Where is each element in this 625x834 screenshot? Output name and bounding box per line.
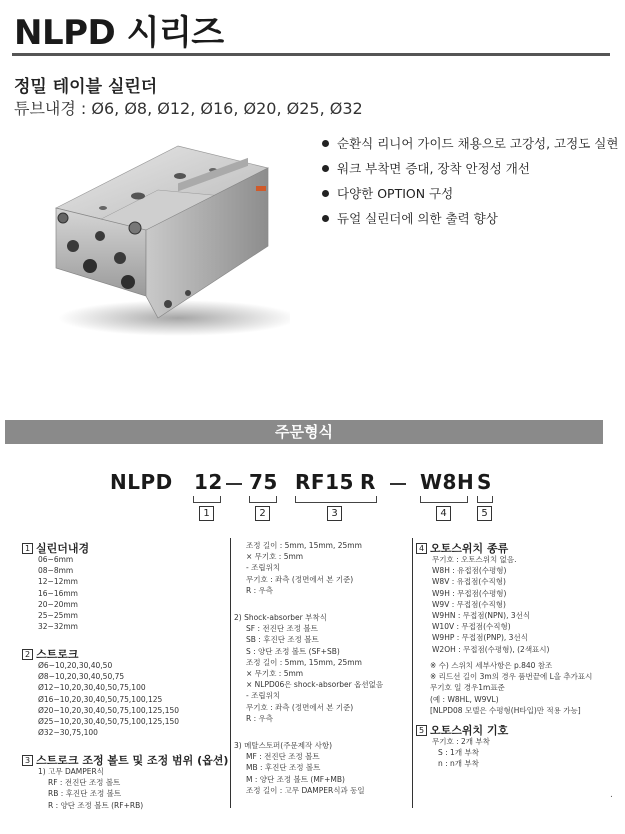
list-item: 3) 메탈스토퍼(주문제작 사항) (234, 741, 333, 750)
symbol-list (432, 736, 490, 770)
list-item: MB : 후진단 조정 볼트 (246, 763, 321, 773)
list-item: MF : 전진단 조정 볼트 (246, 752, 320, 762)
list-item: Ø8−10,20,30,40,50,75 (38, 672, 125, 682)
subtitle: 정밀 테이블 실린더 (14, 77, 158, 97)
section-adjust-heading: 3 스트로크 조정 볼트 및 조정 범위 (옵션) (22, 752, 228, 768)
section-bore-heading: 1 실린더내경 (22, 540, 89, 556)
list-item: - 조립위치 (246, 563, 281, 573)
list-item: 조정 길이 : 5mm, 15mm, 25mm (246, 657, 362, 667)
adjust-continued-a (246, 540, 362, 596)
list-item: W9HN : 무접점(NPN), 3선식 (432, 611, 531, 621)
feature-item: 듀얼 실린더에 의한 출력 향상 (322, 211, 618, 236)
code-bracket (249, 496, 277, 503)
note-item: [NLPD08 모델은 수평형(H타입)만 적용 가능] (430, 705, 581, 715)
list-item: n : n개 부착 (438, 759, 479, 769)
order-format-bar (5, 420, 603, 444)
list-item: 1) 고무 DAMPER식 (38, 767, 104, 776)
code-qty: S (477, 470, 492, 494)
bullet-dot-icon (322, 140, 329, 147)
list-item: 조정 길이 : 5mm, 15mm, 25mm (246, 541, 362, 550)
list-item: 32−32mm (38, 622, 78, 632)
feature-list (322, 136, 618, 236)
switch-notes (430, 660, 592, 716)
list-item: S : 1개 부착 (438, 748, 479, 758)
code-number-box: 4 (436, 506, 451, 521)
list-item: Ø6−10,20,30,40,50 (38, 661, 113, 670)
note-item: (예 : W8HL, W9VL) (430, 694, 499, 704)
list-item: W10V : 무접점(수직형) (432, 622, 511, 632)
note-item: ※ 리드선 길이 3m의 경우 품번끝에 L을 추가표시 (430, 672, 593, 682)
list-item: SF : 전진단 조정 볼트 (246, 624, 318, 634)
page-dot-mark: . (610, 790, 613, 800)
code-r: R (360, 470, 376, 494)
list-item: × NLPD06은 shock-absorber 옵션없음 (246, 680, 384, 690)
code-bracket (295, 496, 377, 503)
feature-item: 순환식 리니어 가이드 채용으로 고강성, 고정도 실현 (322, 136, 618, 161)
list-item: 무기호 : 오토스위치 없음. (432, 555, 517, 564)
list-item: R : 우측 (246, 585, 273, 595)
code-dash (226, 483, 242, 485)
section-stroke-heading: 2 스트로크 (22, 646, 79, 662)
feature-item: 다양한 OPTION 구성 (322, 186, 618, 211)
adjust-list (38, 766, 143, 811)
list-item: 조정 길이 : 고무 DAMPER식과 동일 (246, 785, 365, 795)
bore-list (38, 554, 78, 632)
list-item: M : 양단 조정 볼트 (MF+MB) (246, 774, 345, 784)
list-item: 12−12mm (38, 577, 78, 587)
code-bracket (477, 496, 493, 503)
list-item: - 조립위치 (246, 691, 281, 701)
page-title: NLPD 시리즈 (14, 13, 224, 53)
code-bore: 12 (194, 470, 223, 494)
code-number-box: 5 (477, 506, 492, 521)
list-item: 16−16mm (38, 588, 78, 598)
note-item: 무기호 일 경우1m표준 (430, 683, 505, 693)
list-item: W8V : 유접점(수직형) (432, 577, 506, 587)
bullet-dot-icon (322, 190, 329, 197)
list-item: S : 양단 조정 볼트 (SF+SB) (246, 646, 340, 656)
list-item: 무기호 : 좌측 (정면에서 본 기준) (246, 574, 354, 584)
section-switch-heading: 4 오토스위치 종류 (416, 540, 508, 556)
switch-list (432, 554, 549, 655)
list-item: 20−20mm (38, 599, 78, 609)
list-item: Ø12−10,20,30,40,50,75,100 (38, 683, 146, 693)
list-item: 무기호 : 2개 부착 (432, 737, 490, 746)
order-format-title: 주문형식 (275, 423, 333, 441)
list-item: W2OH : 무접점(수평형), (2색표시) (432, 644, 550, 654)
list-item: × 무기호 : 5mm (246, 552, 304, 562)
adjust-continued-b (234, 612, 383, 724)
code-bracket (193, 496, 221, 503)
list-item: W9V : 무접점(수직형) (432, 599, 506, 609)
list-item: RB : 후진단 조정 볼트 (48, 789, 122, 799)
code-stroke: 75 (249, 470, 278, 494)
code-dash (390, 483, 406, 485)
code-number-box: 3 (327, 506, 342, 521)
bullet-dot-icon (322, 165, 329, 172)
list-item: SB : 후진단 조정 볼트 (246, 635, 319, 645)
list-item: Ø32−30,75,100 (38, 728, 98, 738)
title-rule (12, 53, 610, 56)
code-adjust: RF15 (295, 470, 354, 494)
stroke-list (38, 660, 179, 738)
code-series: NLPD (110, 470, 173, 494)
list-item: × 무기호 : 5mm (246, 669, 304, 679)
list-item: W9HP : 무접점(PNP), 3선식 (432, 633, 528, 643)
list-item: W9H : 무접점(수평형) (432, 588, 507, 598)
list-item: 무기호 : 좌측 (정면에서 본 기준) (246, 702, 354, 712)
feature-item: 워크 부착면 증대, 장착 안정성 개선 (322, 161, 618, 186)
list-item: RF : 전진단 조정 볼트 (48, 778, 121, 788)
list-item: 25−25mm (38, 611, 78, 621)
bore-sizes-line: 튜브내경 : Ø6, Ø8, Ø12, Ø16, Ø20, Ø25, Ø32 (14, 99, 363, 118)
note-item: ※ 수) 스위치 세부사항은 p.840 참조 (430, 661, 553, 670)
list-item: R : 양단 조정 볼트 (RF+RB) (48, 800, 144, 810)
column-divider (412, 538, 413, 808)
list-item: 2) Shock-absorber 부착식 (234, 613, 327, 622)
code-switch: W8H (420, 470, 475, 494)
list-item: Ø16−10,20,30,40,50,75,100,125 (38, 694, 163, 704)
column-divider (230, 538, 231, 808)
code-bracket (420, 496, 468, 503)
list-item: Ø25−10,20,30,40,50,75,100,125,150 (38, 717, 180, 727)
list-item: Ø20−10,20,30,40,50,75,100,125,150 (38, 705, 180, 715)
list-item: 08−8mm (38, 566, 74, 576)
bullet-dot-icon (322, 215, 329, 222)
adjust-continued-c (234, 740, 365, 796)
code-number-box: 1 (199, 506, 214, 521)
list-item: W8H : 유접점(수평형) (432, 566, 507, 576)
section-symbol-heading: 5 오토스위치 기호 (416, 722, 508, 738)
list-item: 06−6mm (38, 555, 74, 564)
list-item: R : 우측 (246, 713, 273, 723)
product-image (28, 128, 290, 338)
code-number-box: 2 (255, 506, 270, 521)
